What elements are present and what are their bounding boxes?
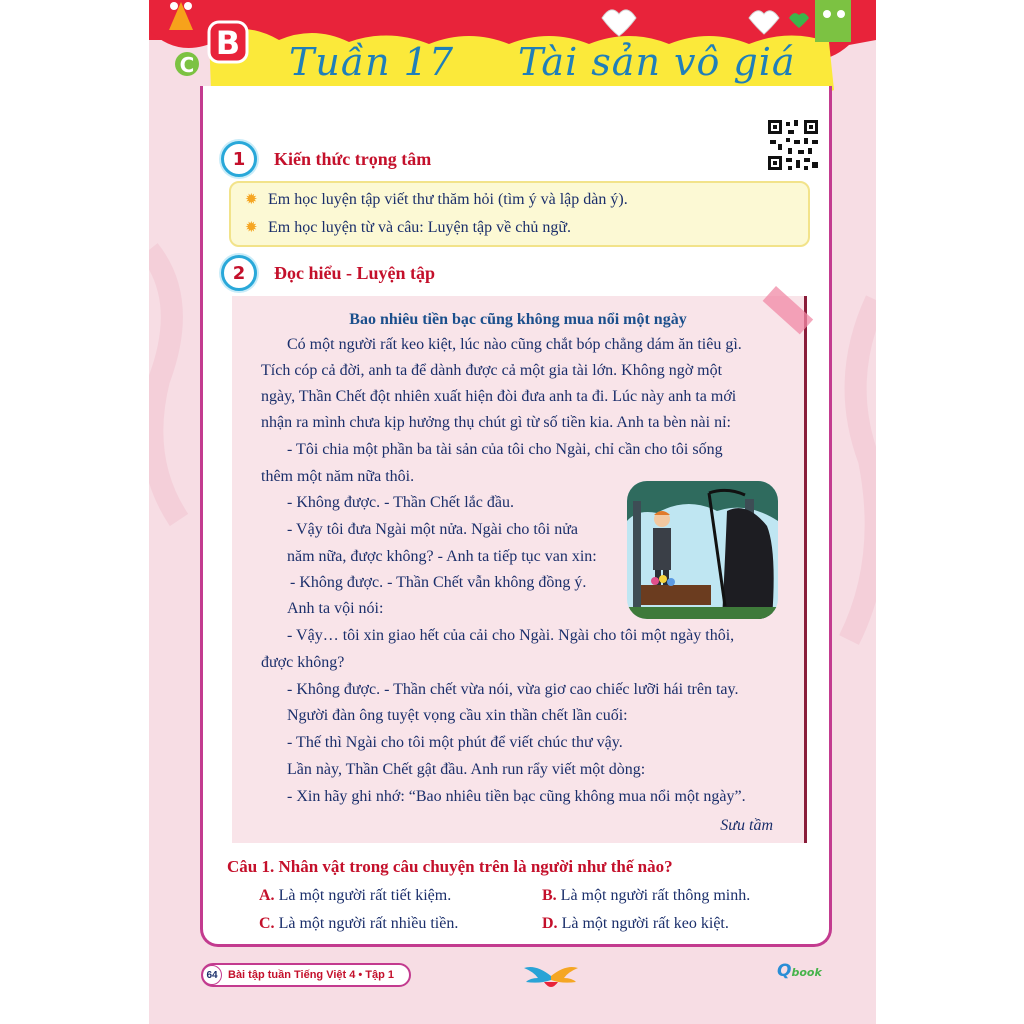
svg-text:C: C: [179, 53, 195, 77]
wings-logo-icon: [522, 962, 580, 992]
section-2-title: Đọc hiểu - Luyện tập: [274, 262, 436, 283]
story-line: - Xin hãy ghi nhớ: “Bao nhiêu tiền bạc cũng không mua nổi một ngày”.: [287, 788, 746, 805]
story-illustration: [627, 481, 778, 619]
story-line: Tích cóp cả đời, anh ta để dành được cả một gia tài lớn. Không ngờ một: [261, 362, 723, 379]
story-line: - Không được. - Thần Chết vẫn không đồng ý.: [290, 574, 587, 591]
story-line: được không?: [261, 654, 345, 671]
knowledge-item: [245, 191, 628, 209]
option-text: Là một người rất thông minh.: [560, 887, 751, 904]
story-line: Anh ta vội nói:: [287, 600, 384, 617]
section-1-number: 1: [221, 141, 257, 177]
svg-text:B: B: [215, 24, 241, 62]
letter-b-icon: [209, 22, 247, 62]
story-line: - Thế thì Ngài cho tôi một phút để viết chúc thư vậy.: [287, 734, 623, 751]
story-line: ngày, Thần Chết đột nhiên xuất hiện đòi đưa anh ta đi. Lúc này anh ta mới: [261, 388, 737, 405]
workbook-page: [149, 0, 876, 1024]
footer-book-label: [201, 963, 411, 987]
week-title: [289, 40, 860, 84]
section-1-heading: [221, 141, 431, 177]
story-line: - Không được. - Thần chết vừa nói, vừa giơ cao chiếc lưỡi hái trên tay.: [287, 681, 739, 698]
letter-c-icon: [175, 52, 199, 77]
publisher-logo: [777, 961, 822, 981]
publisher-book: book: [791, 966, 822, 979]
option-letter: A.: [259, 887, 275, 904]
key-knowledge-box: [229, 181, 810, 247]
answer-option-c[interactable]: [259, 915, 458, 933]
option-text: Là một người rất tiết kiệm.: [278, 887, 452, 904]
section-1-title: Kiến thức trọng tâm: [274, 148, 432, 169]
story-line: Lần này, Thần Chết gật đầu. Anh run rẩy viết một dòng:: [287, 761, 646, 778]
sun-bullet-icon: ✹: [245, 220, 258, 236]
story-line: Có một người rất keo kiệt, lúc nào cũng chắt bóp chẳng dám ăn tiêu gì.: [287, 336, 742, 353]
knowledge-item-text: Em học luyện từ và câu: Luyện tập về chủ ngữ.: [268, 219, 572, 236]
qr-code[interactable]: [766, 118, 820, 172]
knowledge-item: [245, 219, 571, 237]
story-line: - Tôi chia một phần ba tài sản của tôi cho Ngài, chỉ cần cho tôi sống: [287, 441, 723, 458]
book-name: Bài tập tuần Tiếng Việt 4 • Tập 1: [228, 969, 395, 981]
story-line: nhận ra mình chưa kịp hưởng thụ chút gì từ số tiền kia. Anh ta bèn nài nỉ:: [261, 414, 731, 431]
story-source: Sưu tầm: [720, 817, 773, 834]
week-label: Tuần 17: [289, 40, 455, 84]
story-line: thêm một năm nữa thôi.: [261, 468, 415, 485]
knowledge-item-text: Em học luyện tập viết thư thăm hỏi (tìm ý và lập dàn ý).: [268, 191, 628, 208]
publisher-q: Q: [777, 961, 792, 981]
option-text: Là một người rất nhiều tiền.: [278, 915, 459, 932]
story-line: - Vậy… tôi xin giao hết của cải cho Ngài. Ngài cho tôi một ngày thôi,: [287, 627, 735, 644]
sun-bullet-icon: ✹: [245, 192, 258, 208]
story-line: - Không được. - Thần Chết lắc đầu.: [287, 494, 514, 511]
section-2-number: 2: [221, 255, 257, 291]
answer-option-b[interactable]: [542, 887, 750, 905]
story-line: năm nữa, được không? - Anh ta tiếp tục van xin:: [287, 548, 597, 565]
gift-box-icon: [815, 0, 851, 42]
story-line: Người đàn ông tuyệt vọng cầu xin thần chết lần cuối:: [287, 707, 628, 724]
section-2-heading: [221, 255, 435, 291]
option-letter: B.: [542, 887, 557, 904]
option-letter: D.: [542, 915, 558, 932]
story-title: Bao nhiêu tiền bạc cũng không mua nổi một ngày: [349, 311, 687, 328]
option-text: Là một người rất keo kiệt.: [561, 915, 729, 932]
question-1: Câu 1. Nhân vật trong câu chuyện trên là người như thế nào?: [227, 857, 673, 876]
story-line: - Vậy tôi đưa Ngài một nửa. Ngài cho tôi nửa: [287, 521, 578, 538]
page-number: 64: [202, 965, 222, 985]
answer-option-d[interactable]: [542, 915, 729, 933]
option-letter: C.: [259, 915, 275, 932]
week-topic: Tài sản vô giá: [518, 40, 796, 84]
answer-option-a[interactable]: [259, 887, 451, 905]
